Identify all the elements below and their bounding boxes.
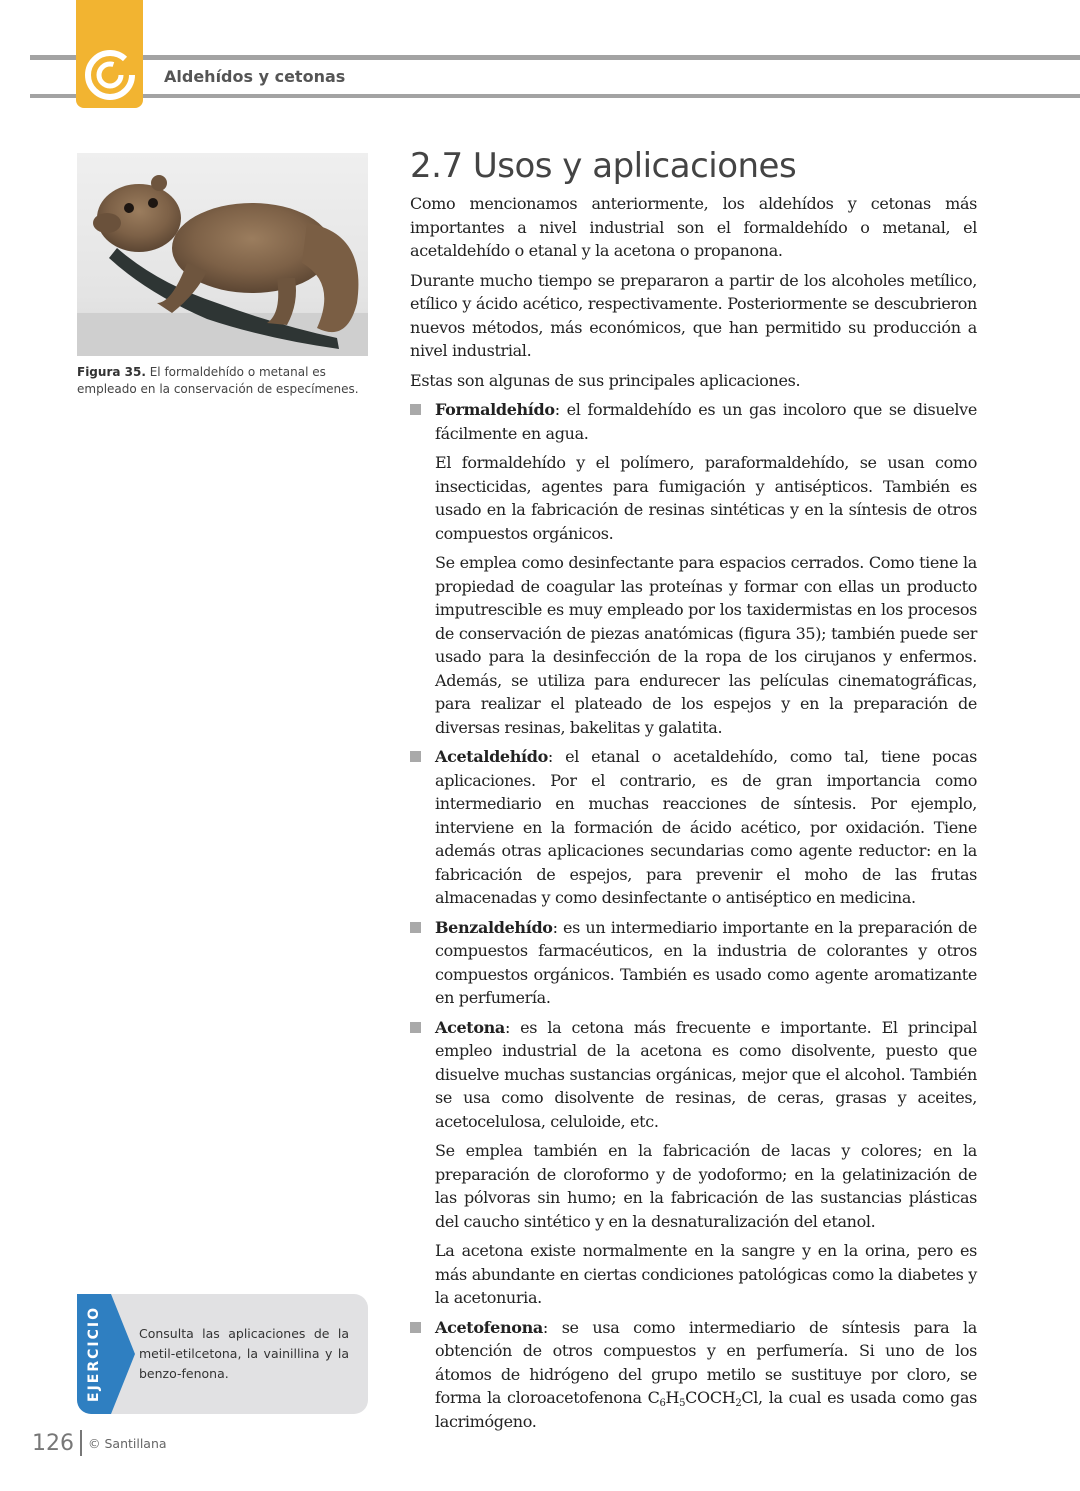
figure-caption — [77, 364, 369, 398]
item-term: Formaldehído — [435, 400, 555, 419]
list-item-benzaldehido — [410, 916, 977, 1010]
square-bullet-icon — [410, 922, 421, 933]
square-bullet-icon — [410, 1022, 421, 1033]
item-lead-text: : se usa como intermediario de síntesis para la obtención de otros compuestos y en perfumería. Si uno de los átomos de hidrógeno del grupo metilo se sustituye por cloro, se forma la cloroacetofenona — [435, 1317, 977, 1407]
section-title: Aldehídos y cetonas — [164, 67, 346, 86]
item-lead-text: : el formaldehído es un gas incoloro que se disuelve fácilmente en agua. — [435, 400, 977, 443]
page-footer — [32, 1428, 167, 1458]
item-paragraph: La acetona existe normalmente en la sangre y en la orina, pero es más abundante en ciertas condiciones patológicas como la diabetes y la acetonuria. — [435, 1241, 977, 1307]
chemical-formula: $C_6H_5COCH_2Cl$ — [647, 1388, 758, 1409]
item-lead-text: : es la cetona más frecuente e importante. El principal empleo industrial de la acetona es como disolvente, puesto que disuelve muchas sustancias orgánicas, mejor que el alcohol. También se usa como disolvente de resinas, de ceras, grasas y aceites, acetocelulosa, celuloide, etc. — [435, 1017, 977, 1131]
footer-separator — [80, 1430, 82, 1456]
item-lead — [435, 916, 977, 1010]
header-rule-bottom — [30, 94, 1080, 98]
square-bullet-icon — [410, 404, 421, 415]
page-title: 2.7 Usos y aplicaciones — [410, 146, 797, 186]
item-lead-text: : es un intermediario importante en la preparación de compuestos farmacéuticos, en la industria de colorantes y otros compuestos orgánicos. También es usado como agente aromatizante en perfumería. — [435, 917, 977, 1007]
exercise-text: Consulta las aplicaciones de la metil-etilcetona, la vainillina y la benzo-fenona. — [139, 1326, 349, 1381]
spiral-logo-icon — [82, 47, 138, 103]
item-lead — [435, 1016, 977, 1134]
header-rule-top — [30, 55, 1080, 60]
exercise-label: EJERCICIO — [86, 1306, 102, 1402]
exercise-box — [77, 1294, 368, 1414]
paragraph: Estas son algunas de sus principales aplicaciones. — [410, 370, 801, 390]
specimen-photo — [77, 153, 368, 356]
item-term: Acetona — [435, 1017, 505, 1037]
taxidermy-animal-illustration — [77, 153, 368, 356]
item-paragraph: Se emplea como desinfectante para espacios cerrados. Como tiene la propiedad de coagular las proteínas y formar con ellas un producto imputrescible es muy empleado por los taxidermistas en los procesos de conservación de piezas anatómicas (figura 35); también puede ser usado para la desinfección de la ropa de los cirujanos y enfermos. Además, se utiliza para endurecer las películas cinematográficas, para realizar el plateado de los espejos y en la preparación de diversas resinas, bakelitas y galatita. — [435, 553, 977, 737]
page-number: 126 — [32, 1430, 74, 1456]
list-item-acetaldehido — [410, 745, 977, 910]
square-bullet-icon — [410, 751, 421, 762]
item-term: Acetaldehído — [435, 747, 548, 766]
figure-caption-text: El formaldehído o metanal es empleado en la conservación de especímenes. — [77, 365, 359, 396]
figure-label: Figura 35. — [77, 365, 146, 379]
square-bullet-icon — [410, 1322, 421, 1333]
item-paragraph: El formaldehído y el polímero, paraformaldehído, se usan como insecticidas, agentes para fumigación y antisépticos. También es usado en la fabricación de resinas sintéticas y en la síntesis de otros compuestos orgánicos. — [435, 453, 977, 543]
publisher: © Santillana — [88, 1435, 167, 1451]
item-term: Acetofenona — [435, 1317, 543, 1337]
chapter-logo-tab — [76, 0, 143, 108]
item-tail-text: , la cual es usada como gas lacrimógeno. — [435, 1388, 977, 1431]
exercise-arrow-icon — [111, 1294, 135, 1414]
item-lead — [435, 1316, 977, 1434]
list-item-acetona — [410, 1016, 977, 1310]
paragraph: Durante mucho tiempo se prepararon a partir de los alcoholes metílico, etílico y ácido acético, respectivamente. Posteriormente se descubrieron nuevos métodos, más económicos, que han permitido su producción a nivel industrial. — [410, 270, 977, 360]
item-lead — [435, 745, 977, 910]
item-paragraph: Se emplea también en la fabricación de lacas y colores; en la preparación de cloroformo y de yodoformo; en la gelatinización de las pólvoras sin humo; en la fabricación de las sustancias plásticas del caucho sintético y en la desnaturalización del etanol. — [435, 1141, 977, 1231]
item-term: Benzaldehído — [435, 917, 553, 937]
paragraph: Como mencionamos anteriormente, los aldehídos y cetonas más importantes a nivel industrial son el formaldehído o metanal, el acetaldehído o etanal y la acetona o propanona. — [410, 194, 977, 260]
item-lead-text: : el etanal o acetaldehído, como tal, tiene pocas aplicaciones. Por el contrario, es de gran importancia como intermediario en muchas reacciones de síntesis. Por ejemplo, interviene en la formación de ácido acético, por oxidación. Tiene además otras aplicaciones secundarias como agente reductor: en la fabricación de espejos, para prevenir el moho de las frutas almacenadas y como desinfectante o antiséptico en medicina. — [435, 747, 977, 907]
main-content — [410, 146, 977, 1439]
item-lead — [435, 398, 977, 445]
list-item-acetofenona — [410, 1316, 977, 1434]
list-item-formaldehido — [410, 398, 977, 739]
